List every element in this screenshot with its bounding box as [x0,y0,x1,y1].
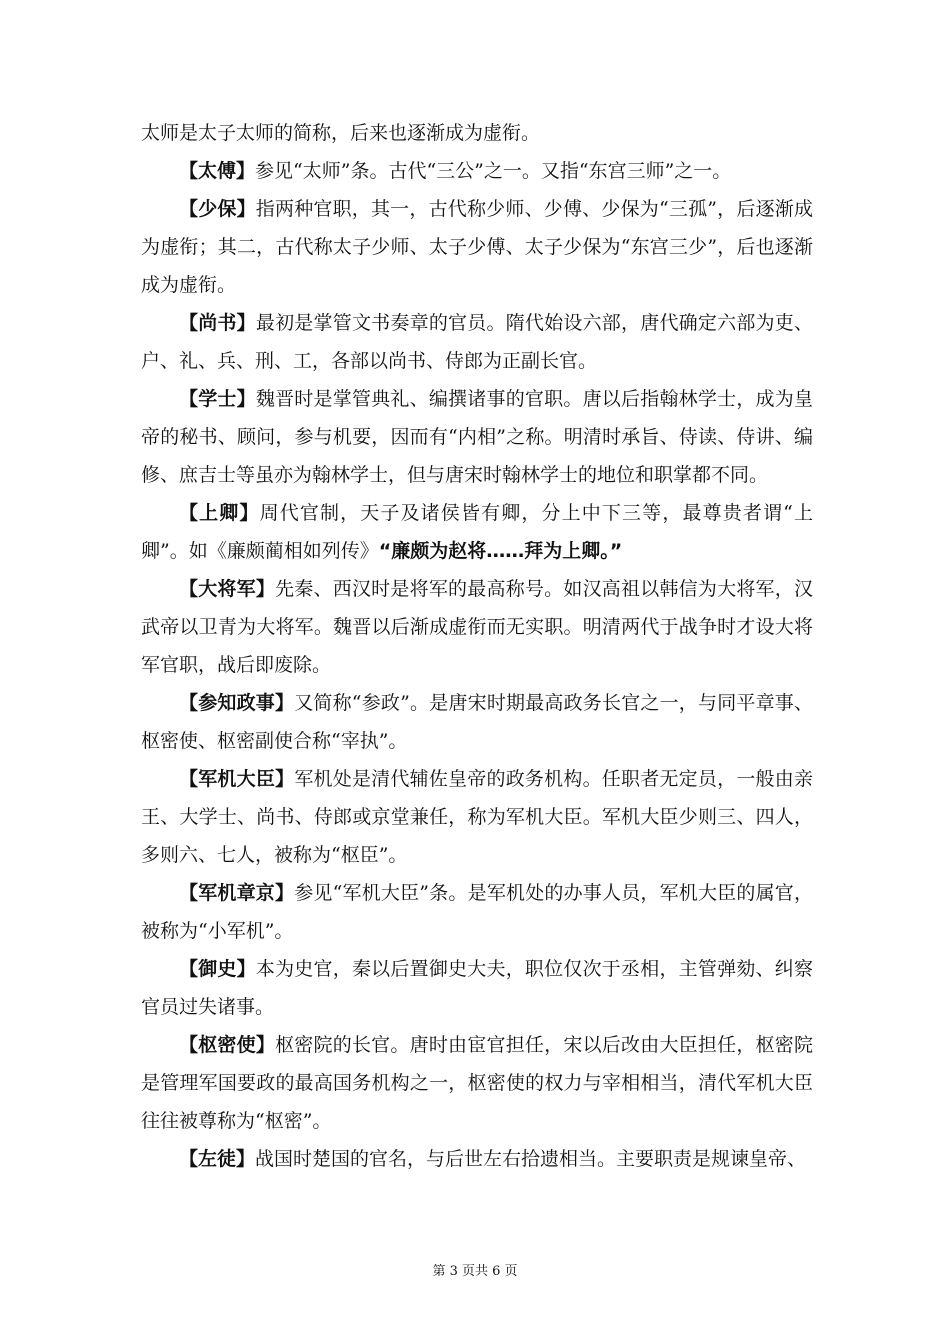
entry-term: 【御史】 [179,958,256,980]
entry-text: 魏晋时是掌管典礼、编撰诸事的官职。唐以后指翰林学士，成为皇帝的秘书、顾问，参与机要，因而有“内相”之称。明清时承旨、侍读、侍讲、编修、庶吉士等虽亦为翰林学士，但与唐宋时翰林学士的地位和职掌都不同。 [141,388,813,486]
entry-junjizhangjing [141,874,813,950]
entry-term: 【少保】 [179,198,256,220]
page-number-label: 第 3 页共 6 页 [432,1264,518,1279]
entry-term: 【枢密使】 [179,1034,276,1056]
entry-term: 【左徒】 [179,1148,256,1170]
entry-yushi [141,950,813,1026]
entry-text: 先秦、西汉时是将军的最高称号。如汉高祖以韩信为大将军，汉武帝以卫青为大将军。魏晋以后渐成虚衔而无实职。明清两代于战争时才设大将军官职，战后即废除。 [141,578,813,676]
entry-text: 枢密院的长官。唐时由宦官担任，宋以后改由大臣担任，枢密院是管理军国要政的最高国务机构之一，枢密使的权力与宰相相当，清代军机大臣往往被尊称为“枢密”。 [141,1034,813,1132]
entry-term: 【参知政事】 [179,692,295,714]
entry-term: 【军机章京】 [179,882,295,904]
entry-taifu [141,152,813,190]
entry-zuotu [141,1140,813,1178]
entry-canzhizhengshi [141,684,813,760]
entry-text: 战国时楚国的官名，与后世左右拾遗相当。主要职责是规谏皇帝、 [255,1148,807,1170]
entry-text: 周代官制，天子及诸侯皆有卿，分上中下三等，最尊贵者谓“上卿”。如《廉颇蔺相如列传》 [141,502,813,562]
entry-text: 又简称“参政”。是唐宋时期最高政务长官之一，与同平章事、枢密使、枢密副使合称“宰执”。 [141,692,813,752]
document-body [141,114,813,1178]
entry-term: 【上卿】 [179,502,260,524]
entry-text: 本为史官，秦以后置御史大夫，职位仅次于丞相，主管弹劾、纠察官员过失诸事。 [141,958,813,1018]
entry-term: 【学士】 [179,388,256,410]
entry-term: 【军机大臣】 [179,768,295,790]
entry-xueshi [141,380,813,494]
entry-term: 【大将军】 [179,578,276,600]
entry-text: 军机处是清代辅佐皇帝的政务机构。任职者无定员，一般由亲王、大学士、尚书、侍郎或京堂兼任，称为军机大臣。军机大臣少则三、四人，多则六、七人，被称为“枢臣”。 [141,768,813,866]
entry-text: 参见“军机大臣”条。是军机处的办事人员，军机大臣的属官，被称为“小军机”。 [141,882,813,942]
paragraph-text: 太师是太子太师的简称，后来也逐渐成为虚衔。 [141,122,541,144]
entry-text: 参见“太师”条。古代“三公”之一。又指“东宫三师”之一。 [255,160,732,182]
entry-quote: “廉颇为赵将……拜为上卿。” [378,540,623,562]
entry-text: 最初是掌管文书奏章的官员。隋代始设六部，唐代确定六部为吏、户、礼、兵、刑、工，各部以尚书、侍郎为正副长官。 [141,312,813,372]
entry-shaobao [141,190,813,304]
entry-shangshu [141,304,813,380]
entry-junjidachen [141,760,813,874]
entry-term: 【太傅】 [179,160,256,182]
paragraph-0 [141,114,813,152]
entry-shangqing [141,494,813,570]
entry-text: 指两种官职，其一，古代称少师、少傅、少保为“三孤”，后逐渐成为虚衔；其二，古代称太子少师、太子少傅、太子少保为“东宫三少”，后也逐渐成为虚衔。 [141,198,813,296]
page-footer [0,1260,950,1279]
entry-term: 【尚书】 [179,312,256,334]
entry-shumishi [141,1026,813,1140]
entry-dajiangjun [141,570,813,684]
